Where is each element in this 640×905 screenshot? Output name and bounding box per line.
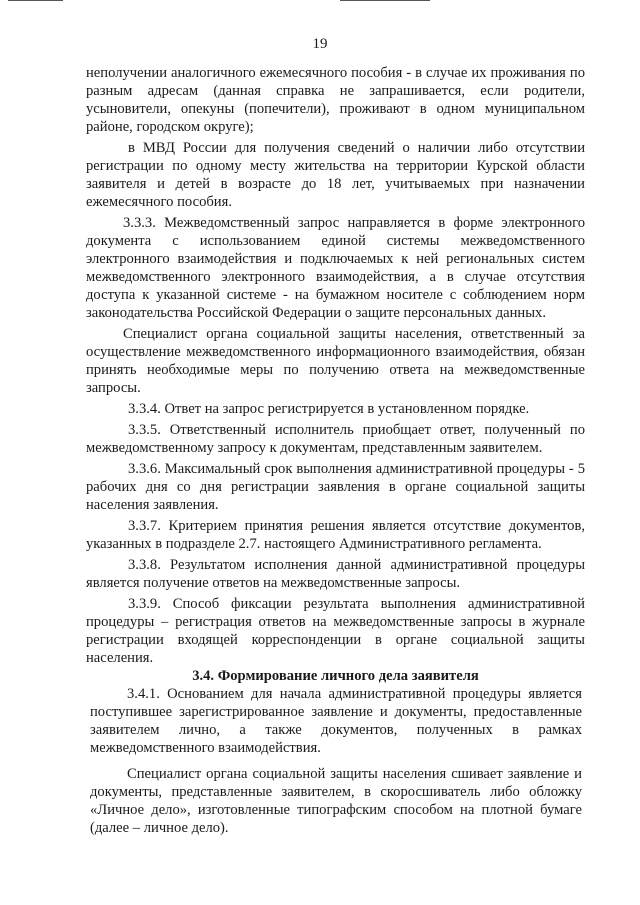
paragraph: Специалист органа социальной защиты населения сшивает заявление и документы, представленные заявителем, в скоросшиватель либо обложку «Личное дело», изготовленные типографским способом на плотной бумаге (далее – личное дело). bbox=[90, 766, 582, 836]
page-number: 19 bbox=[312, 36, 328, 52]
paragraph: 3.3.8. Результатом исполнения данной административной процедуры является получение ответов на межведомственные запросы. bbox=[86, 557, 585, 591]
paragraph: 3.4.1. Основанием для начала административной процедуры является поступившее зарегистрированное заявление и документы, предоставленные заявителем лично, а также документов, полученных в рамках межведомственного взаимодействия. bbox=[90, 686, 582, 756]
paragraph: 3.3.9. Способ фиксации результата выполнения административной процедуры – регистрация ответов на межведомственные запросы в журнале регистрации входящей корреспонденции в органе социальной защиты населения. bbox=[86, 596, 585, 666]
top-edge-line bbox=[340, 0, 430, 1]
paragraph: 3.3.4. Ответ на запрос регистрируется в установленном порядке. bbox=[128, 401, 530, 417]
paragraph: в МВД России для получения сведений о наличии либо отсутствии регистрации по одному месту жительства на территории Курской области заявителя и детей в возрасте до 18 лет, учитываемых при назначении ежемесячного пособия. bbox=[86, 140, 585, 210]
section-heading: 3.4. Формирование личного дела заявителя bbox=[192, 668, 479, 684]
paragraph: 3.3.6. Максимальный срок выполнения административной процедуры - 5 рабочих дня со дня регистрации заявления в органе социальной защиты населения заявления. bbox=[86, 461, 585, 513]
section-body bbox=[90, 685, 582, 837]
paragraph: Специалист органа социальной защиты населения, ответственный за осуществление межведомственного информационного взаимодействия, обязан принять необходимые меры по получению ответа на межведомственные запросы. bbox=[86, 326, 585, 396]
paragraph: 3.3.3. Межведомственный запрос направляется в форме электронного документа с использованием единой системы межведомственного электронного взаимодействия и подключаемых к ней региональных систем межведомственного электронного взаимодействия, а в случае отсутствия доступа к указанной системе - на бумажном носителе с соблюдением норм законодательства Российской Федерации о защите персональных данных. bbox=[86, 215, 585, 321]
paragraph: 3.3.7. Критерием принятия решения является отсутствие документов, указанных в подразделе 2.7. настоящего Административного регламента. bbox=[86, 518, 585, 552]
top-edge-line bbox=[8, 0, 63, 1]
paragraph: 3.3.5. Ответственный исполнитель приобщает ответ, полученный по межведомственному запросу к документам, представленным заявителем. bbox=[86, 422, 585, 456]
document-body bbox=[86, 64, 585, 837]
paragraph: неполучении аналогичного ежемесячного пособия - в случае их проживания по разным адресам (данная справка не запрашивается, если родители, усыновители, опекуны (попечители), проживают в одном муниципальном районе, городском округе); bbox=[86, 65, 585, 135]
